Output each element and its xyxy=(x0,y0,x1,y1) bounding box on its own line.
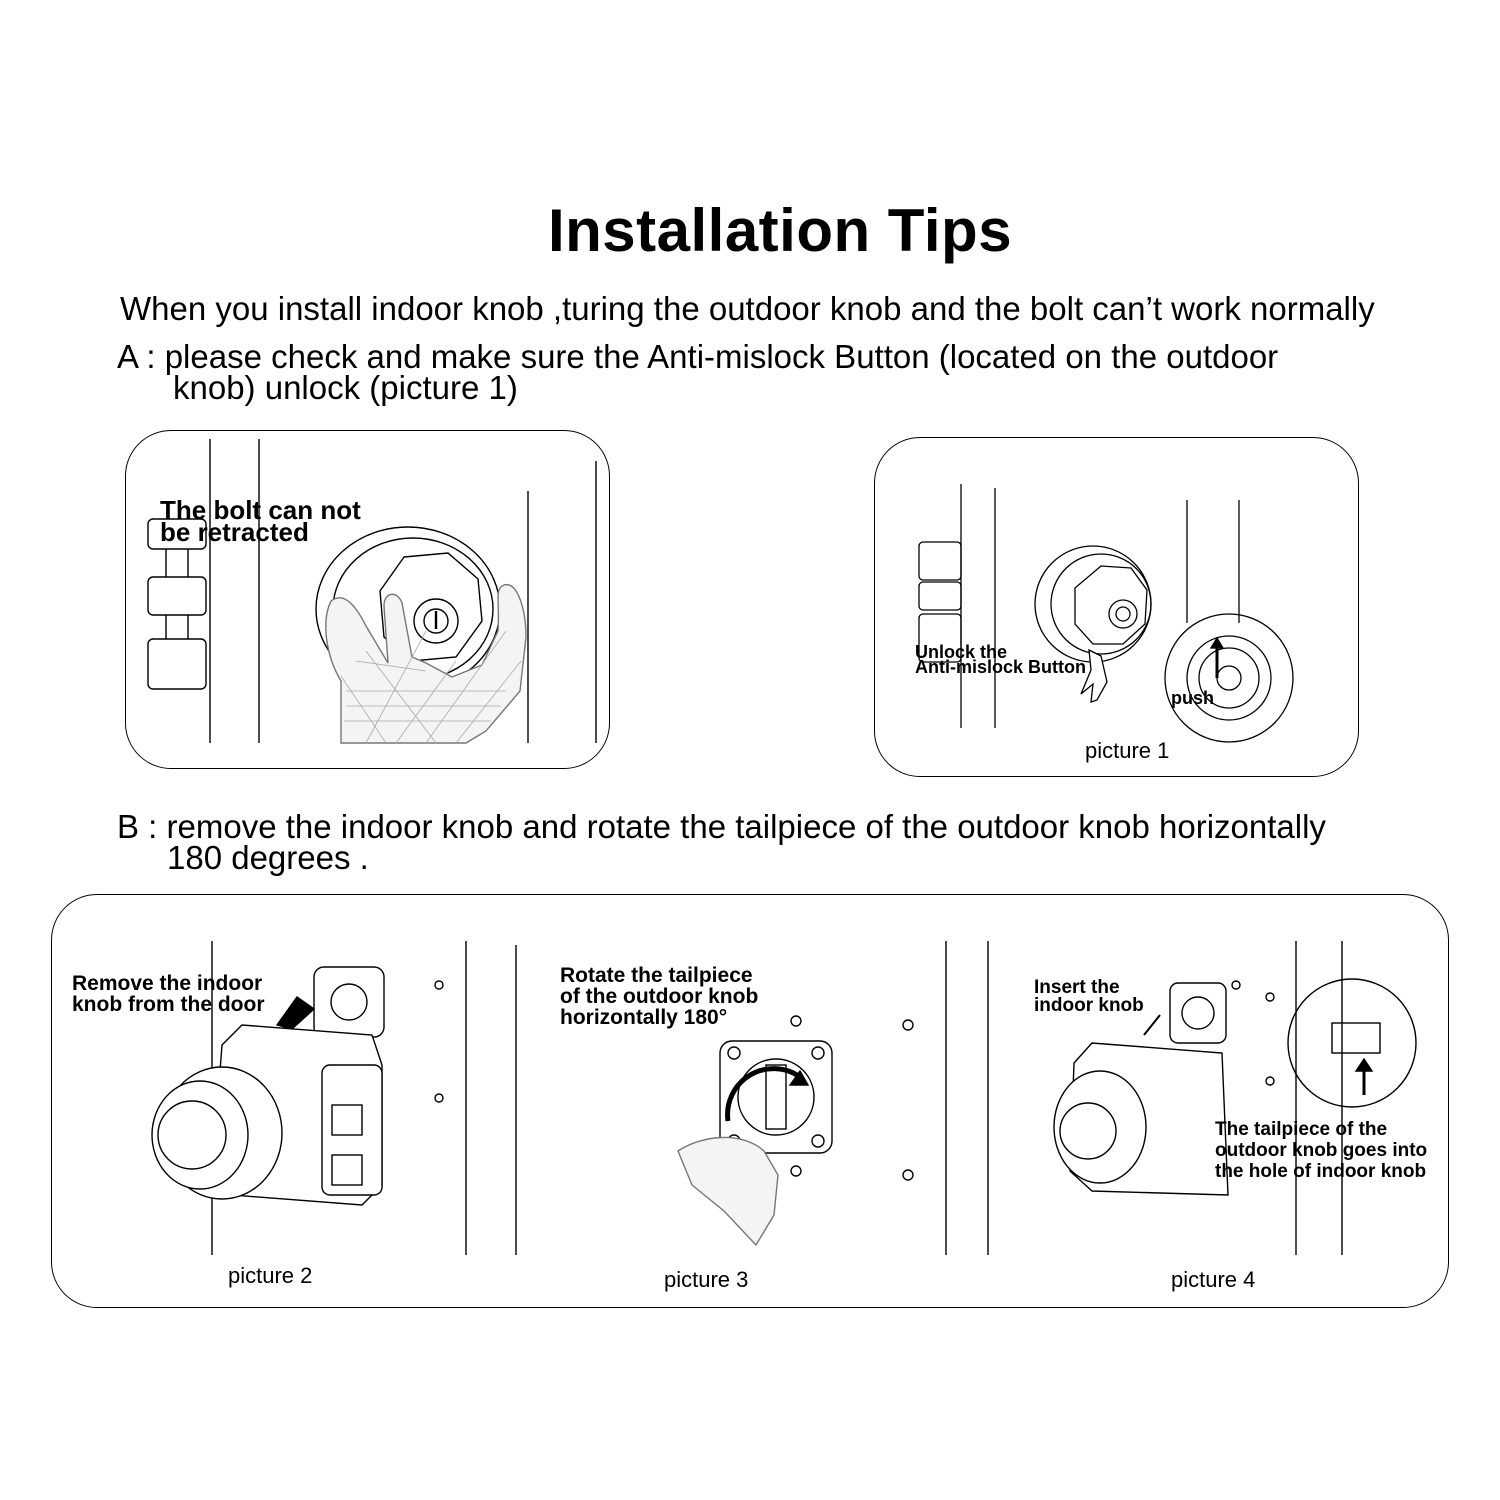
picture1-illustration xyxy=(875,438,1358,776)
bolt-warning-label xyxy=(160,495,361,547)
picture1-unlock-label xyxy=(915,642,1086,677)
picture1-panel xyxy=(874,437,1359,777)
step-b-illustration xyxy=(52,895,1448,1307)
picture3-label-line2: of the outdoor knob xyxy=(560,985,759,1008)
picture3-label-line3: horizontally 180° xyxy=(560,1006,728,1029)
bolt-warning-line2: be retracted xyxy=(160,517,309,547)
step-b-line2: 180 degrees . xyxy=(167,839,369,876)
picture4-tail-line3: the hole of indoor knob xyxy=(1215,1161,1427,1182)
step-a-line2: knob) unlock (picture 1) xyxy=(173,369,518,406)
page-title: Installation Tips xyxy=(547,197,1013,264)
step-b-text xyxy=(117,808,1326,876)
picture1-unlock-line1: Unlock the xyxy=(915,642,1008,662)
step-a-line1: A : please check and make sure the Anti-mislock Button (located on the outdoor xyxy=(117,338,1279,375)
step-b-panel xyxy=(51,894,1449,1308)
picture2-label xyxy=(72,973,265,1015)
bolt-illustration xyxy=(126,431,609,768)
picture4-insert-label xyxy=(1034,979,1144,1015)
bolt-panel xyxy=(125,430,610,769)
picture1-unlock-line2: Anti-mislock Button xyxy=(915,657,1086,677)
intro-text: When you install indoor knob ,turing the outdoor knob and the bolt can’t work normally xyxy=(120,290,1375,327)
picture3-label xyxy=(560,965,758,1028)
picture2-caption: picture 2 xyxy=(228,1263,313,1288)
picture1-caption: picture 1 xyxy=(1085,738,1170,763)
picture2-label-line1: Remove the indoor xyxy=(72,972,263,995)
picture1-push-label: push xyxy=(1171,688,1214,708)
picture4-insert-line2: indoor knob xyxy=(1034,995,1144,1016)
step-a-text xyxy=(117,338,1279,406)
picture4-tail-line1: The tailpiece of the xyxy=(1215,1119,1388,1140)
picture4-tail-label xyxy=(1215,1119,1427,1182)
picture4-caption: picture 4 xyxy=(1171,1267,1256,1292)
picture4-insert-line1: Insert the xyxy=(1034,977,1120,998)
picture3-label-line1: Rotate the tailpiece xyxy=(560,964,753,987)
bolt-warning-line1: The bolt can not xyxy=(160,495,361,525)
picture4-tail-line2: outdoor knob goes into xyxy=(1215,1140,1428,1161)
picture3-caption: picture 3 xyxy=(664,1267,749,1292)
step-b-line1: B : remove the indoor knob and rotate the tailpiece of the outdoor knob horizontally xyxy=(117,808,1326,845)
picture2-label-line2: knob from the door xyxy=(72,993,265,1016)
